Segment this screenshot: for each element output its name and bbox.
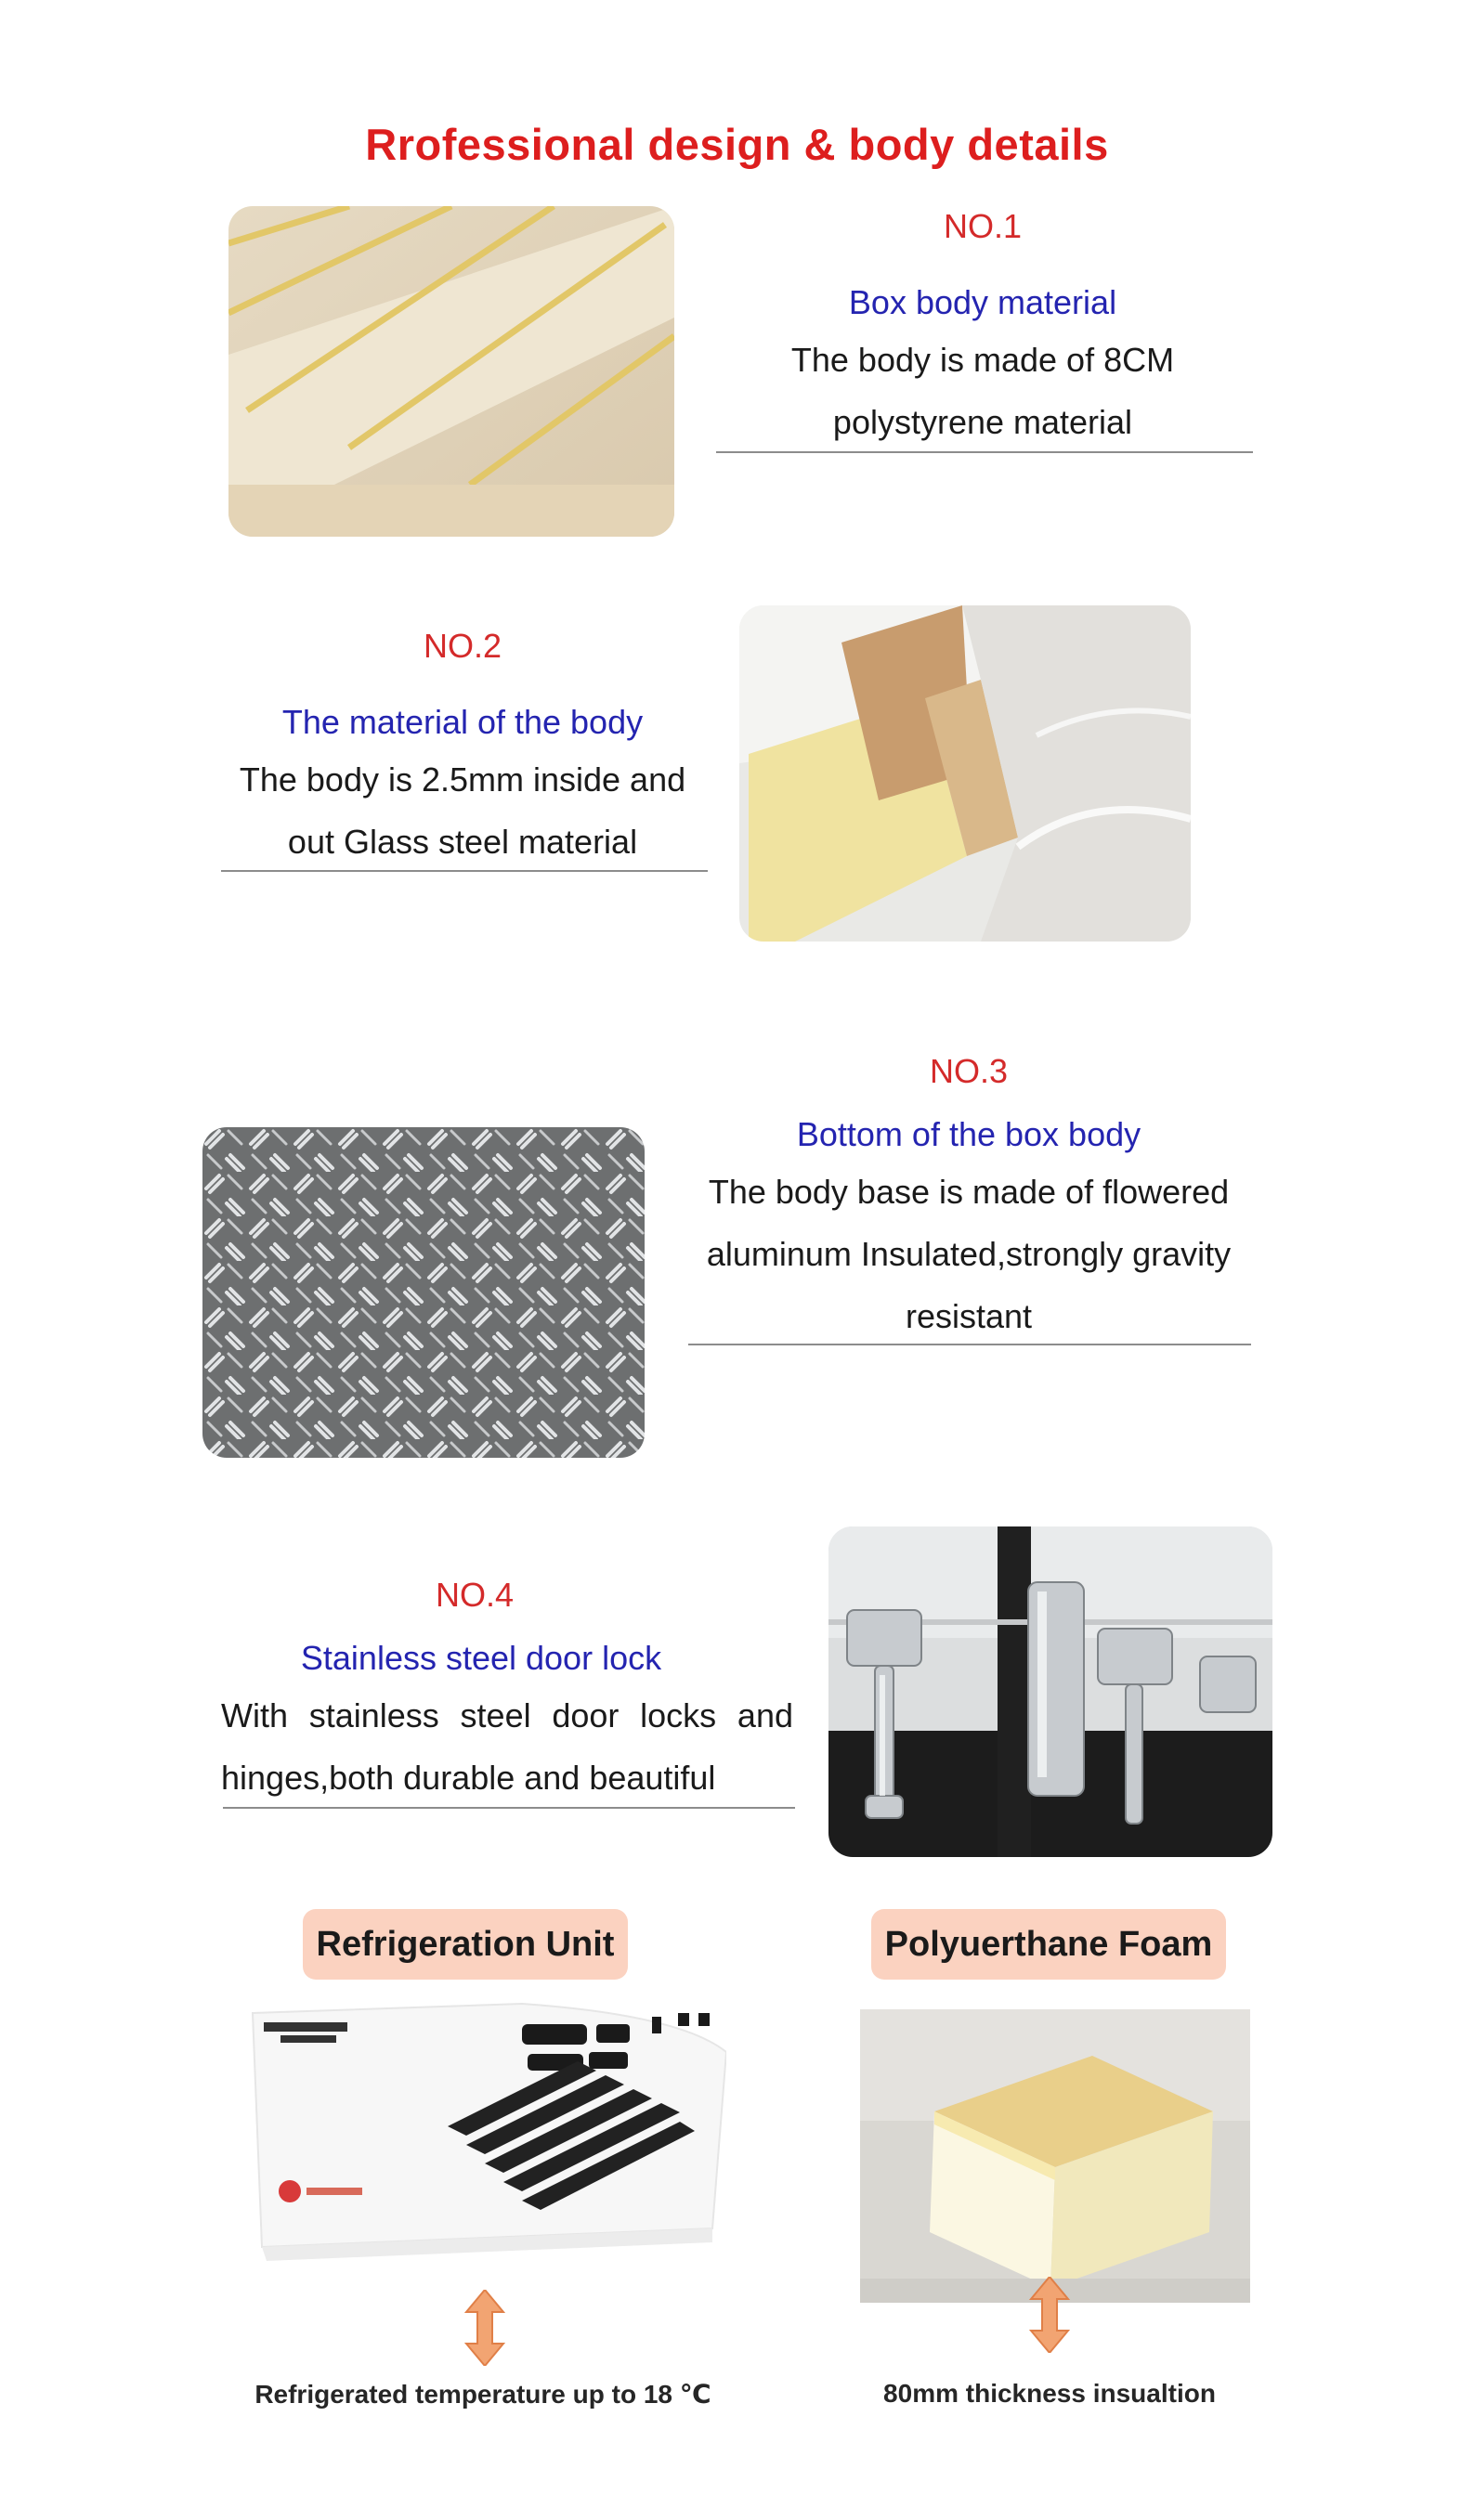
description-line: The body is 2.5mm inside and [239,760,686,799]
section-subtitle: The material of the body [281,703,644,741]
polystyrene-board-photo [228,206,674,537]
section-divider [716,451,1253,453]
double-arrow-icon [464,2290,505,2366]
feature-label-refrigeration-unit: Refrigeration Unit [303,1909,628,1980]
section-2-text [221,627,704,873]
glass-steel-panel-photo [739,605,1191,942]
section-subtitle: Stainless steel door lock [300,1639,662,1677]
section-4-text [221,1578,797,1809]
section-divider [223,1807,795,1809]
section-description [221,1684,793,1809]
polyurethane-foam-photo [860,2009,1250,2303]
page-title: Rrofessional design & body details [365,120,1109,169]
section-description [713,329,1252,453]
feature-caption: 80mm thickness insualtion [883,2379,1216,2408]
section-number: NO.2 [423,627,502,665]
section-divider [221,870,708,872]
description-line: The body is made of 8CM [790,341,1175,379]
section-number: NO.1 [943,207,1023,245]
feature-label-polyurethane-foam: Polyuerthane Foam [871,1909,1226,1980]
section-1-text [713,207,1252,453]
section-description [687,1161,1250,1347]
section-number: NO.4 [435,1576,515,1614]
feature-caption: Refrigerated temperature up to 18 ℃ [254,2380,711,2409]
description-line: hinges,both durable and beautiful [221,1759,716,1797]
description-line: out Glass steel material [287,823,638,861]
section-number: NO.3 [929,1052,1009,1090]
description-line: With stainless steel door locks and [221,1696,793,1734]
description-line: polystyrene material [832,403,1133,441]
section-3-text [687,1052,1250,1347]
description-line: The body base is made of flowered [708,1173,1230,1211]
section-divider [688,1344,1251,1345]
description-line: resistant [905,1297,1033,1335]
description-line: aluminum Insulated,strongly gravity [706,1235,1232,1273]
aluminum-checker-plate-photo [202,1127,645,1458]
section-subtitle: Box body material [848,283,1117,321]
refrigeration-unit-photo [243,1996,726,2266]
section-subtitle: Bottom of the box body [796,1115,1141,1153]
stainless-door-lock-photo [828,1526,1272,1857]
section-description [221,748,704,873]
double-arrow-icon [1029,2277,1070,2353]
